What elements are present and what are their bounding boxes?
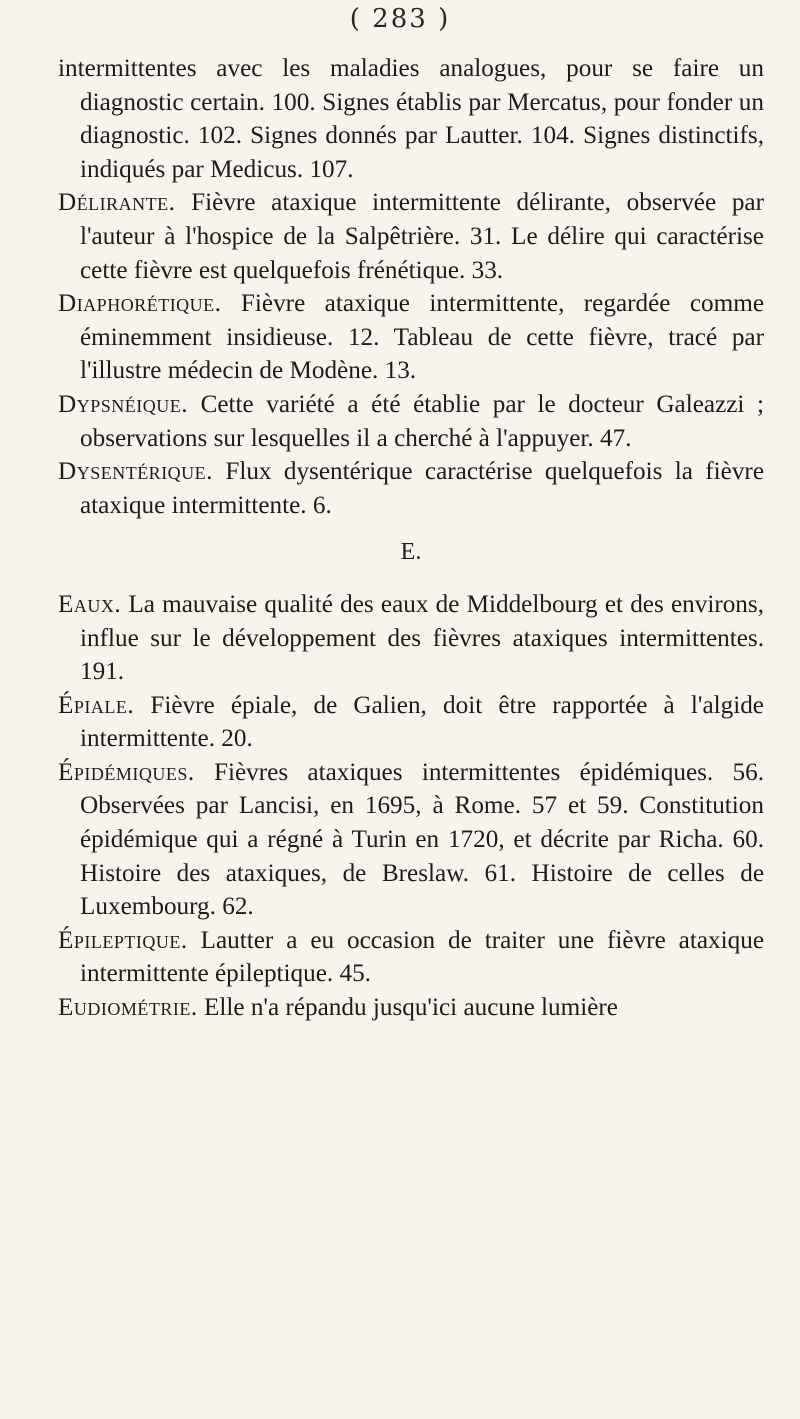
entry-heading: Dysentérique. (58, 458, 213, 486)
index-entry-eaux (58, 588, 764, 689)
index-entry-epiale (58, 689, 764, 756)
index-entry-dypsneique (58, 388, 764, 455)
entry-text: Elle n'a répandu jusqu'ici aucune lumière (203, 994, 618, 1022)
index-entry-dysenterique (58, 455, 764, 522)
entry-heading: Épileptique. (58, 926, 188, 954)
index-entry-eudiometrie (58, 991, 764, 1025)
index-entry-epileptique (58, 924, 764, 991)
entry-text: Lautter a eu occasion de traiter une fièvre ataxique intermittente épileptique. 45. (80, 926, 765, 988)
entry-text: La mauvaise qualité des eaux de Middelbourg et des environs, influe sur le développement des fièvres ataxiques intermittentes. 191. (80, 590, 764, 686)
entry-text: Fièvre épiale, de Galien, doit être rapportée à l'algide intermittente. 20. (80, 691, 764, 753)
entry-heading: Diaphorétique. (58, 290, 222, 318)
entry-text: Flux dysentérique caractérise quelquefois la fièvre ataxique intermittente. 6. (80, 458, 764, 519)
entry-text: Cette variété a été établie par le docteur Galeazzi ; observations sur lesquelles il a cherché à l'appuyer. 47. (80, 390, 765, 452)
index-entry-epidemiques (58, 756, 764, 924)
entry-text: Fièvre ataxique intermittente, regardée comme éminemment insidieuse. 12. Tableau de cette fièvre, tracé par l'illustre médecin de Modène. 13. (80, 290, 765, 385)
page-number: ( 283 ) (349, 4, 451, 34)
entry-heading: Eudiométrie. (58, 994, 198, 1022)
section-letter: E. (400, 539, 422, 566)
index-text (58, 52, 764, 1025)
entry-text: Fièvres ataxiques intermittentes épidémiques. 56. Observées par Lancisi, en 1695, à Rome. 57 et 59. Constitution épidémique qui a régné à Turin en 1720, et décrite par Richa. 60. Histoire des ataxiques, de Breslaw. 61. Histoire de celles de Luxembourg. 62. (80, 758, 765, 921)
entry-text: Fièvre ataxique intermittente délirante, observée par l'auteur à l'hospice de la Salpêtrière. 31. Le délire qui caractérise cette fièvre est quelquefois frénétique. 33. (80, 189, 764, 284)
entry-heading: Dypsnéique. (58, 390, 188, 418)
entry-heading: Eaux. (58, 590, 122, 618)
entry-heading: Délirante. (58, 189, 176, 217)
index-entry-continuation (58, 52, 764, 186)
entry-heading: Épidémiques. (58, 758, 195, 786)
index-entry-delirante (58, 186, 764, 287)
index-entry-diaphoretique (58, 287, 764, 388)
entry-heading: Épiale. (58, 691, 135, 719)
entry-text: intermittentes avec les maladies analogues, pour se faire un diagnostic certain. 100. Signes établis par Mercatus, pour fonder un diagnostic. 102. Signes donnés par Lautter. 104. Signes distinctifs, indiqués par Medicus. 107. (58, 55, 764, 183)
